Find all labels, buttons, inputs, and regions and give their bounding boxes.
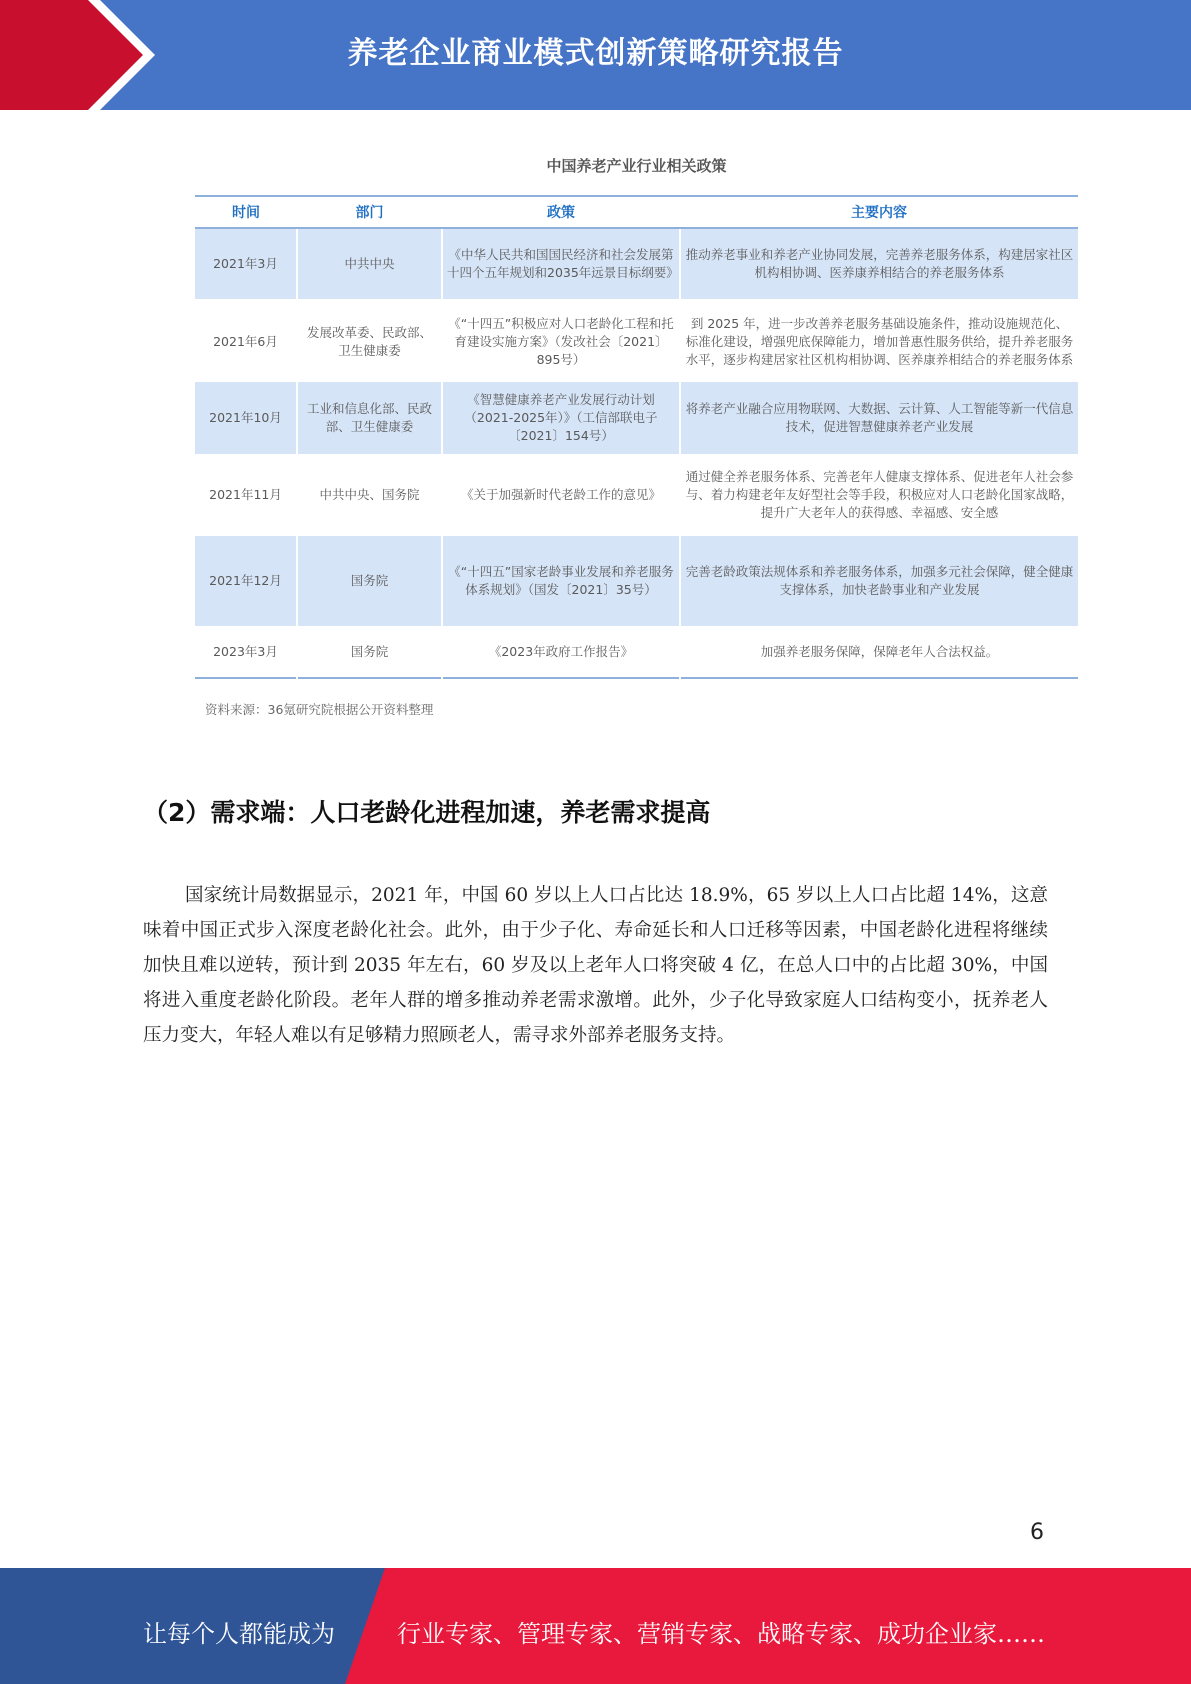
cell-content: 将养老产业融合应用物联网、大数据、云计算、人工智能等新一代信息技术，促进智慧健康养老产业发展 (680, 382, 1078, 454)
table-row (195, 626, 1078, 678)
table-row (195, 382, 1078, 454)
cell-policy: 《智慧健康养老产业发展行动计划（2021-2025年）》（工信部联电子〔2021〕154号） (442, 382, 680, 454)
section-heading: （2）需求端：人口老龄化进程加速，养老需求提高 (143, 798, 711, 827)
cell-department: 工业和信息化部、民政部、卫生健康委 (297, 382, 442, 454)
cell-department: 中共中央 (297, 228, 442, 300)
cell-content: 推动养老事业和养老产业协同发展，完善养老服务体系，构建居家社区机构相协调、医养康养相结合的养老服务体系 (680, 228, 1078, 300)
column-header-department: 部门 (297, 196, 442, 228)
cell-time: 2023年3月 (195, 626, 297, 678)
footer-slogan-right: 行业专家、管理专家、营销专家、战略专家、成功企业家…… (397, 1620, 1045, 1648)
column-header-policy: 政策 (442, 196, 680, 228)
cell-department: 国务院 (297, 536, 442, 626)
table-title: 中国养老产业行业相关政策 (546, 157, 727, 175)
cell-time: 2021年12月 (195, 536, 297, 626)
cell-content: 加强养老服务保障，保障老年人合法权益。 (680, 626, 1078, 678)
footer-slogan-left: 让每个人都能成为 (143, 1620, 335, 1648)
table-source-note: 资料来源：36氪研究院根据公开资料整理 (205, 702, 434, 717)
page-number: 6 (1030, 1520, 1044, 1545)
cell-content: 通过健全养老服务体系、完善老年人健康支撑体系、促进老年人社会参与、着力构建老年友好型社会等手段，积极应对人口老龄化国家战略，提升广大老年人的获得感、幸福感、安全感 (680, 454, 1078, 536)
cell-department: 发展改革委、民政部、卫生健康委 (297, 300, 442, 382)
column-header-time: 时间 (195, 196, 297, 228)
table-row (195, 454, 1078, 536)
cell-content: 完善老龄政策法规体系和养老服务体系，加强多元社会保障，健全健康支撑体系，加快老龄事业和产业发展 (680, 536, 1078, 626)
cell-time: 2021年11月 (195, 454, 297, 536)
cell-policy: 《“十四五”国家老龄事业发展和养老服务体系规划》（国发〔2021〕35号） (442, 536, 680, 626)
cell-policy: 《“十四五”积极应对人口老龄化工程和托育建设实施方案》（发改社会〔2021〕895号） (442, 300, 680, 382)
cell-department: 国务院 (297, 626, 442, 678)
table-row (195, 300, 1078, 382)
cell-policy: 《关于加强新时代老龄工作的意见》 (442, 454, 680, 536)
page-header (0, 0, 1191, 110)
cell-time: 2021年3月 (195, 228, 297, 300)
table-row (195, 228, 1078, 300)
policy-table (195, 195, 1078, 679)
report-title: 养老企业商业模式创新策略研究报告 (347, 36, 844, 71)
cell-content: 到 2025 年，进一步改善养老服务基础设施条件，推动设施规范化、标准化建设，增强兜底保障能力，增加普惠性服务供给，提升养老服务水平，逐步构建居家社区机构相协调、医养康养相结合的养老服务体系 (680, 300, 1078, 382)
cell-policy: 《2023年政府工作报告》 (442, 626, 680, 678)
cell-policy: 《中华人民共和国国民经济和社会发展第十四个五年规划和2035年远景目标纲要》 (442, 228, 680, 300)
cell-time: 2021年6月 (195, 300, 297, 382)
table-header-row (195, 196, 1078, 228)
table-row (195, 536, 1078, 626)
body-paragraph: 国家统计局数据显示，2021 年，中国 60 岁以上人口占比达 18.9%，65 岁以上人口占比超 14%，这意味着中国正式步入深度老龄化社会。此外，由于少子化、寿命延长和人口迁移等因素，中国老龄化进程将继续加快且难以逆转，预计到 2035 年左右，60 岁及以上老年人口将突破 4 亿，在总人口中的占比超 30%，中国将进入重度老龄化阶段。老年人群的增多推动养老需求激增。此外，少子化导致家庭人口结构变小，抚养老人压力变大，年轻人难以有足够精力照顾老人，需寻求外部养老服务支持。 (143, 885, 1048, 1046)
cell-department: 中共中央、国务院 (297, 454, 442, 536)
column-header-content: 主要内容 (680, 196, 1078, 228)
cell-time: 2021年10月 (195, 382, 297, 454)
